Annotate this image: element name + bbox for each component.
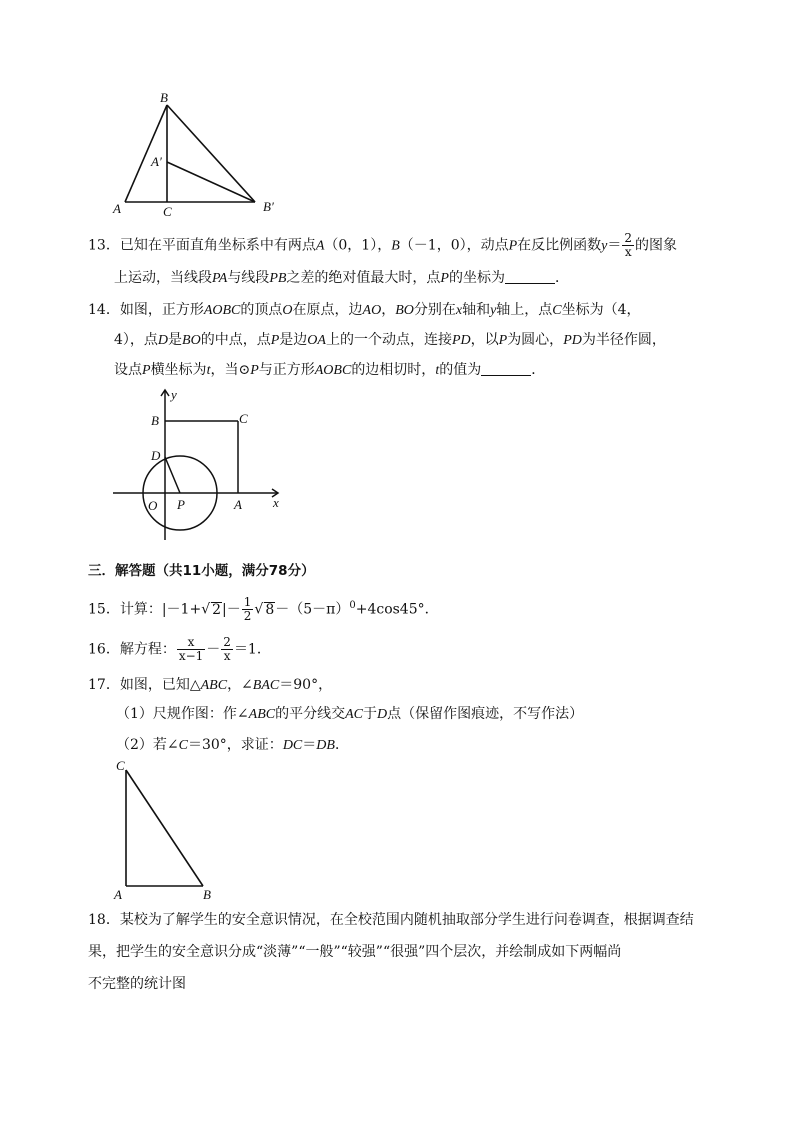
label-P: P [177,497,185,512]
label-C: C [239,411,248,426]
fraction-x-over-x-minus-1: $\frac{x}{x-1}$ [178,635,204,663]
answer-blank-13[interactable] [505,269,555,284]
label-A: A [234,497,242,512]
question-17: 17．如图，已知△ABC，∠BAC＝90°， [88,677,333,693]
section-3-heading: 三．解答题（共11小题，满分78分） [88,563,315,579]
question-13-line-2: 上运动，当线段PA与线段PB之差的绝对值最大时，点P的坐标为 ． [114,270,569,286]
label-A: A [113,201,121,216]
question-15: 15．计算：|－1+√ 2|－ $\frac{1}{2}$ √ $8-(5-\pi)^0+4\cos 45^\circ$． [88,595,439,624]
segment-PD [165,457,180,493]
label-C: C [163,204,172,219]
question-18-line-2: 果，把学生的安全意识分成“淡薄”“一般”“较强”“很强”四个层次，并绘制成如下两幅尚 [88,944,622,960]
label-A-prime: A′ [151,154,162,169]
fraction-1-over-2: $\frac{1}{2}$ [243,595,252,624]
fraction-2-over-x: $\frac{2}{x}$ [624,231,633,259]
answer-blank-14[interactable] [481,361,531,376]
figure-square-circle [108,385,293,545]
label-B-prime: B′ [263,199,274,214]
figure-triangle-abb-prime [105,90,305,225]
label-B: B [203,887,211,902]
label-D: D [151,448,161,463]
question-17-part-2: （2）若∠C＝30°，求证：DC＝DB． [116,737,349,753]
question-18-line-1: 18．某校为了解学生的安全意识情况，在全校范围内随机抽取部分学生进行问卷调查，根据调查结 [88,912,694,928]
question-17-part-1: （1）尺规作图：作∠ABC的平分线交AC于D点（保留作图痕迹，不写作法） [116,706,584,722]
segment-BB-prime [167,105,255,202]
label-O: O [148,498,158,513]
label-y: y [171,387,177,402]
label-C: C [116,758,125,773]
label-B: B [160,90,168,105]
segment-CB [126,770,203,886]
label-A: A [114,887,122,902]
figure-right-triangle-abc [108,758,223,903]
question-18-line-3: 不完整的统计图 [88,976,186,992]
label-x: x [273,495,279,510]
question-14-line-3: 设点P横坐标为t，当⊙P与正方形AOBC的边相切时，t的值为 ． [114,362,546,378]
segment-A-prime-B-prime [167,162,255,202]
fraction-2-over-x: $\frac{2}{x}$ [223,635,231,663]
question-16: 16．解方程： $\frac{x}{x-1}$ － $\frac{2}{x}$ ＝1． [88,635,271,663]
label-B: B [151,413,159,428]
question-14-line-2: 4），点D是BO的中点，点P是边OA上的一个动点，连接PD，以P为圆心，PD为半径作圆， [114,332,666,348]
question-14-line-1: 14．如图，正方形AOBC的顶点O在原点，边AO，BO分别在x轴和y轴上，点C坐标为（4， [88,302,641,318]
question-13-line-1: 13．已知在平面直角坐标系中有两点A（0，1），B（－1，0），动点P在反比例函数y＝ $\frac{2}{x}$ 的图象 [88,231,678,259]
